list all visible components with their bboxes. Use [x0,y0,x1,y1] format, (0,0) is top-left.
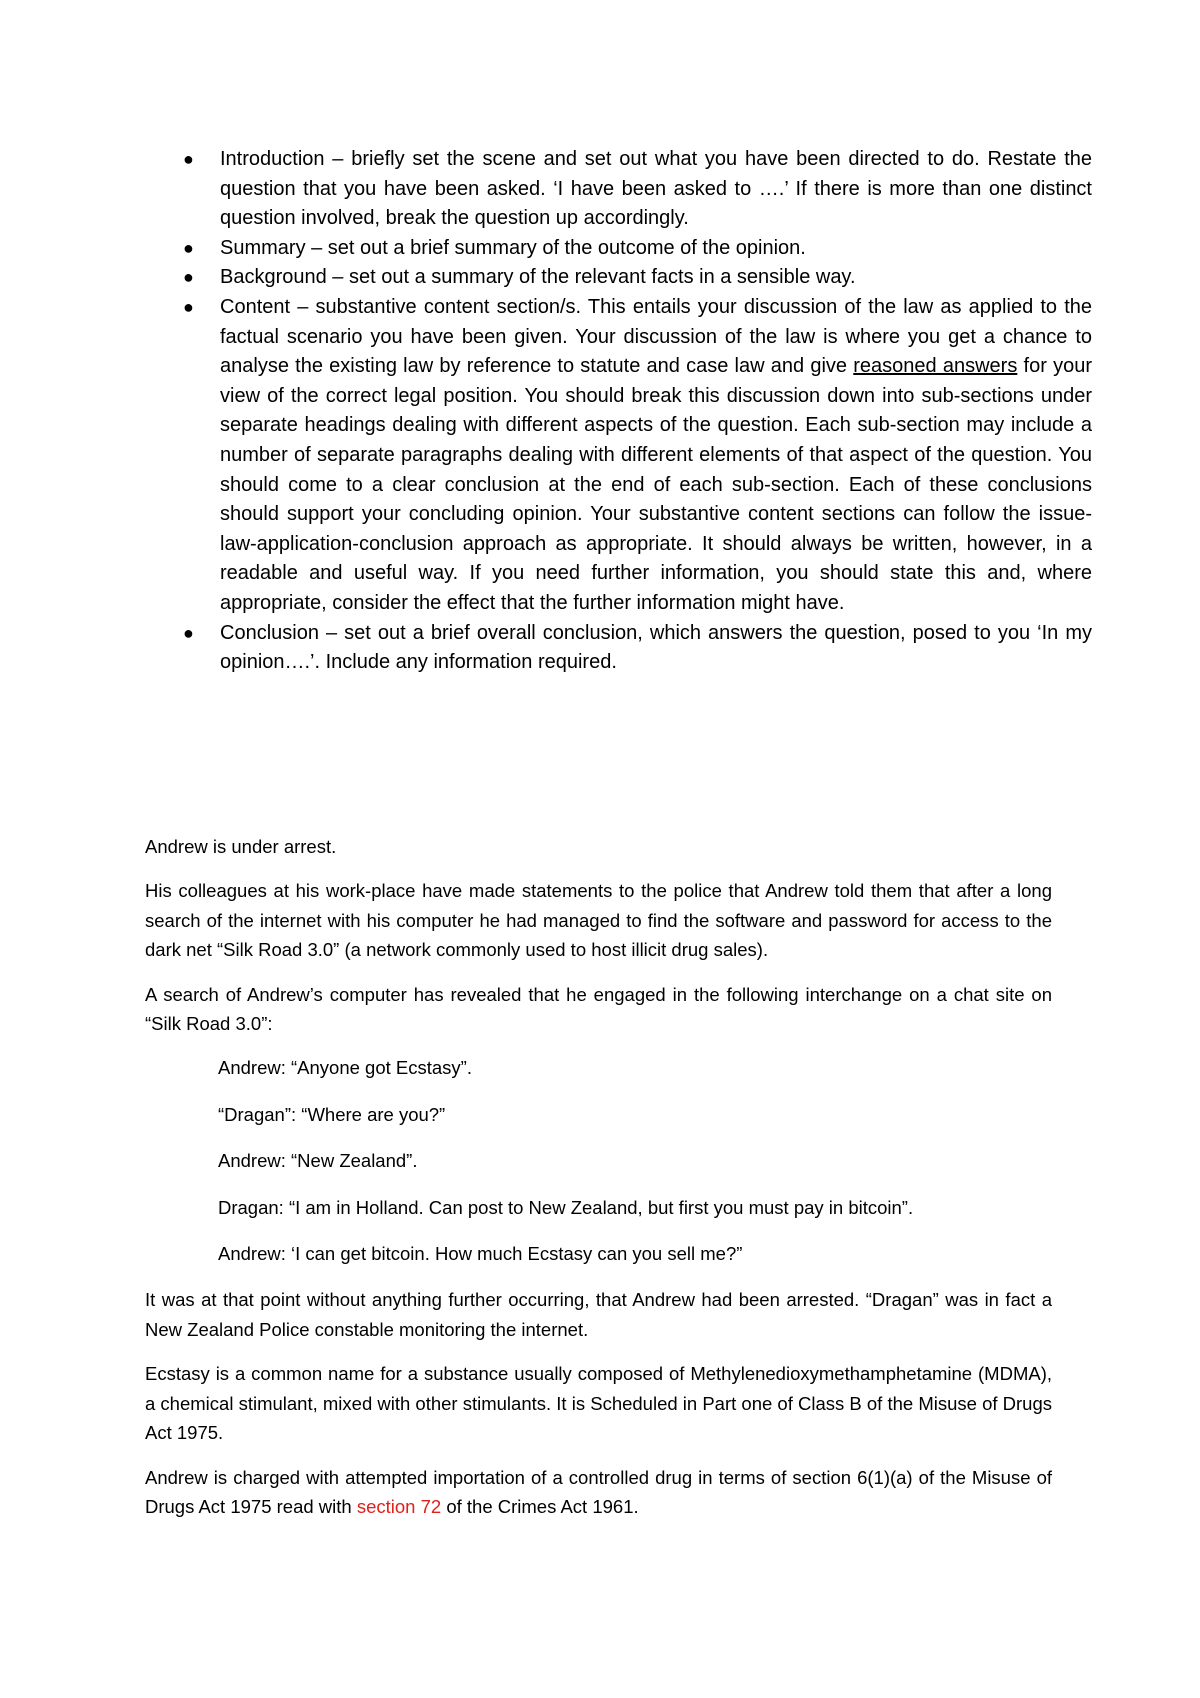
section-72-link[interactable]: section 72 [356,1495,442,1517]
list-item-summary [183,234,1092,264]
conclusion-text: Conclusion – set out a brief overall conclusion, which answers the question, posed to you ‘In my opinion….’. Include any information required. [220,621,1092,674]
chat-line: Andrew: “Anyone got Ecstasy”. [218,1057,472,1079]
introduction-text: Introduction – briefly set the scene and set out what you have been directed to do. Restate the question that you have been asked. ‘I have been asked to ….’ If there is more than one distinct question involved, break the question up accordingly. [220,148,1092,230]
scenario-paragraph-arrest: Andrew is under arrest. [145,836,337,857]
scenario-paragraph-charge [145,1463,1052,1522]
chat-line: “Dragan”: “Where are you?” [218,1103,446,1125]
opinion-structure-list [180,145,1092,678]
chat-line: Dragan: “I am in Holland. Can post to New Zealand, but first you must pay in bitcoin”. [218,1196,914,1218]
list-item-conclusion [183,619,1092,678]
bullet-icon: ● [183,622,194,643]
bullet-icon: ● [183,149,194,169]
chat-line: Andrew: ‘I can get bitcoin. How much Ecstasy can you sell me?” [218,1243,743,1265]
bullet-icon: ● [183,237,194,258]
scenario-section [145,832,1052,1536]
charge-text-after: of the Crimes Act 1961. [441,1495,639,1517]
content-text-before: Content – substantive content section/s. This entails your discussion of the law as applied to the factual scenario you have been given. Your discussion of the law is where you get a chance to analyse the existing law by reference to statute and case law and give [220,295,1092,378]
list-item-background [183,263,1092,293]
content-text-after: for your view of the correct legal position. You should break this discussion down into sub-sections under separate headings dealing with different aspects of the question. Each sub-section may include a number of separate paragraphs dealing with different elements of that aspect of the question. You should come to a clear conclusion at the end of each sub-section. Each of these conclusions should support your concluding opinion. Your substantive content sections can follow the issue-law-application-conclusion approach as appropriate. It should always be written, however, in a readable and useful way. If you need further information, you should state this and, where appropriate, consider the effect that the further information might have. [220,355,1092,614]
summary-text: Summary – set out a brief summary of the outcome of the opinion. [220,236,806,259]
scenario-paragraph-search: A search of Andrew’s computer has revealed that he engaged in the following interchange on a chat site on “Silk Road 3.0”: [145,983,1052,1035]
list-item-content [183,293,1092,619]
scenario-paragraph-dragan: It was at that point without anything further occurring, that Andrew had been arrested. “Dragan” was in fact a New Zealand Police constable monitoring the internet. [145,1289,1052,1340]
scenario-paragraph-colleagues: His colleagues at his work-place have made statements to the police that Andrew told them that after a long search of the internet with his computer he had managed to find the software and password for access to the dark net “Silk Road 3.0” (a network commonly used to host illicit drug sales). [145,880,1052,961]
reasoned-answers-underlined: reasoned answers [853,355,1018,378]
list-item-introduction [183,145,1092,234]
background-text: Background – set out a summary of the relevant facts in a sensible way. [220,266,856,289]
bullet-icon: ● [183,267,194,288]
charge-text-before: Andrew is charged with attempted importation of a controlled drug in terms of section 6(1)(a) of the Misuse of Drugs Act 1975 read with [145,1466,1052,1517]
bullet-icon: ● [183,296,194,317]
chat-line: Andrew: “New Zealand”. [218,1150,418,1172]
scenario-paragraph-ecstasy: Ecstasy is a common name for a substance usually composed of Methylenedioxymethamphetamine (MDMA), a chemical stimulant, mixed with other stimulants. It is Scheduled in Part one of Class B of the Misuse of Drugs Act 1975. [145,1363,1052,1444]
